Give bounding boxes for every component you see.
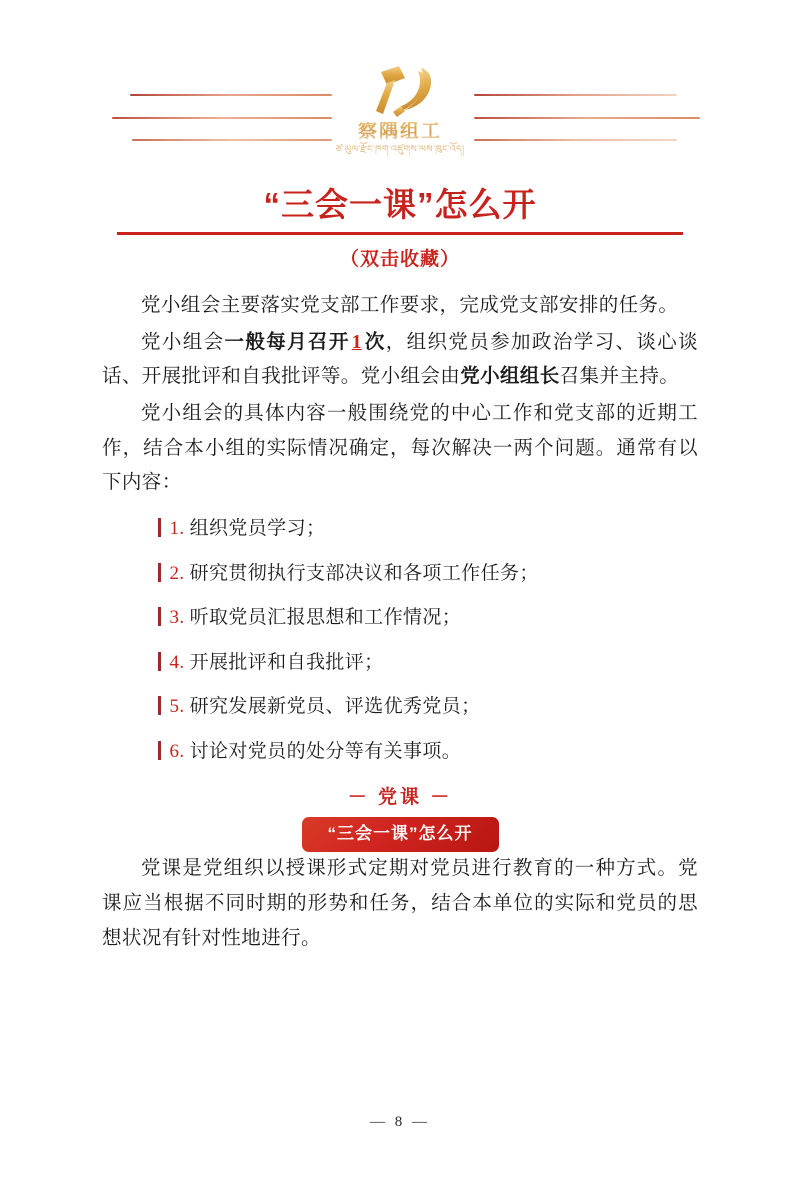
bullet-bar-icon — [158, 696, 161, 715]
document-content — [102, 289, 698, 956]
paragraph-3: 党小组会的具体内容一般围绕党的中心工作和党支部的近期工作，结合本小组的实际情况确定，每次解决一两个问题。通常有以下内容： — [102, 403, 698, 494]
section-dash-right: － — [430, 787, 453, 809]
list-item-label: 研究贯彻执行支部决议和各项工作任务； — [189, 562, 539, 584]
decor-line — [132, 139, 332, 141]
list-item-number: 3. — [169, 607, 185, 629]
list-item — [158, 738, 698, 767]
list-item-number: 4. — [169, 651, 185, 673]
bullet-bar-icon — [158, 563, 161, 582]
decor-line — [474, 117, 700, 119]
numbered-list — [102, 515, 698, 766]
list-item-label: 讨论对党员的处分等有关事项。 — [189, 740, 462, 762]
list-item — [158, 515, 698, 544]
decor-line — [474, 94, 677, 96]
title-divider — [117, 232, 683, 235]
page-subtitle: （双击收藏） — [339, 248, 460, 270]
section-heading — [102, 782, 698, 809]
list-item-label: 研究发展新党员、评选优秀党员； — [189, 696, 481, 718]
list-item-label: 组织党员学习； — [189, 518, 326, 540]
list-item-number: 1. — [169, 518, 185, 540]
section-dash-left: － — [347, 787, 370, 809]
page-header — [0, 62, 800, 182]
list-item-label: 开展批评和自我批评； — [189, 651, 384, 673]
p2-lead: 党小组会 — [141, 331, 225, 353]
decor-lines-left — [112, 84, 332, 146]
paragraph-1: 党小组会主要落实党支部工作要求，完成党支部安排的任务。 — [141, 294, 679, 316]
paragraph-2 — [102, 326, 698, 395]
list-item — [158, 560, 698, 589]
page-number: — 8 — — [370, 1114, 430, 1130]
p2-highlight-number: 1 — [351, 331, 362, 353]
paragraph-4: 党课是党组织以授课形式定期对党员进行教育的一种方式。党课应当根据不同时期的形势和任务，结合本单位的实际和党员的思想状况有针对性地进行。 — [102, 858, 698, 949]
decor-line — [474, 139, 677, 141]
decor-line — [130, 94, 332, 96]
bullet-bar-icon — [158, 652, 161, 671]
page-title: “三会一课”怎么开 — [263, 186, 537, 223]
p2-tail: 召集并主持。 — [559, 366, 680, 388]
bullet-bar-icon — [158, 518, 161, 537]
list-item-number: 6. — [169, 740, 185, 762]
decor-lines-right — [474, 84, 694, 146]
list-item — [158, 693, 698, 722]
list-item — [158, 649, 698, 678]
section-pill-badge: “三会一课”怎么开 — [302, 817, 499, 852]
title-block — [0, 186, 800, 271]
section-heading-label: 党课 — [377, 787, 422, 809]
bullet-bar-icon — [158, 741, 161, 760]
hammer-sickle-icon — [357, 62, 443, 124]
site-logo — [310, 62, 490, 156]
document-page — [0, 62, 800, 1193]
logo-tibetan-text: ཙ་ཡུལ་རྫོང་ཁག་འཛུགས་ལས་ཁུང་འོད། — [335, 144, 465, 155]
p2-bold-3: 党小组组长 — [460, 366, 560, 388]
p2-bold-1: 一般每月召开 — [224, 331, 350, 353]
list-item-number: 5. — [169, 696, 185, 718]
decor-line — [112, 117, 332, 119]
list-item — [158, 604, 698, 633]
section-block — [102, 782, 698, 852]
logo-chinese-text: 察隅组工 — [310, 122, 490, 141]
p2-mid: ，组织党员参加政治学习、谈心谈话、开展批评和自我批评等。党小组会由 — [102, 331, 698, 388]
bullet-bar-icon — [158, 607, 161, 626]
list-item-label: 听取党员汇报思想和工作情况； — [189, 607, 462, 629]
list-item-number: 2. — [169, 562, 185, 584]
p2-bold-2: 次 — [363, 331, 386, 353]
